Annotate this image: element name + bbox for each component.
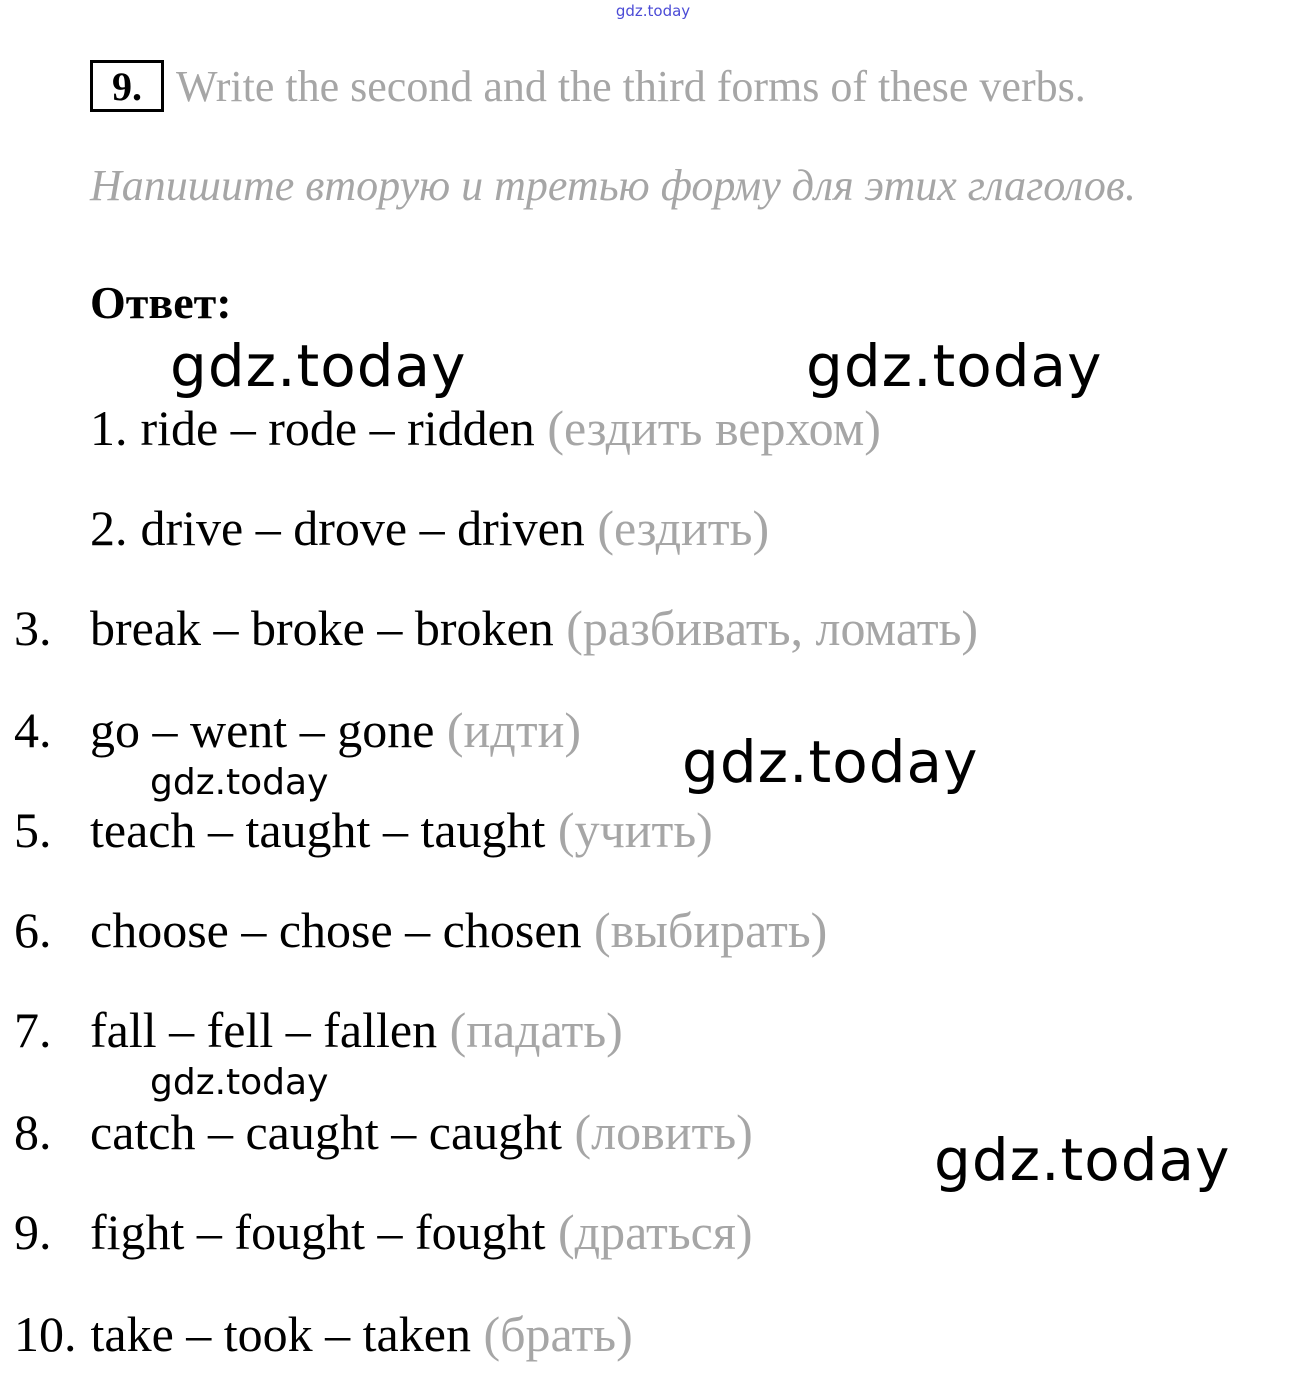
verb-translation: (разбивать, ломать) bbox=[566, 600, 979, 656]
item-number: 10. bbox=[14, 1306, 77, 1362]
verb-translation: (идти) bbox=[446, 702, 581, 758]
task-instruction: Write the second and the third forms of these verbs. bbox=[176, 61, 1086, 111]
top-watermark: gdz.today bbox=[615, 2, 691, 20]
verb-forms: drive – drove – driven bbox=[140, 500, 585, 556]
answer-label: Ответ: bbox=[90, 277, 232, 328]
item-number: 2. bbox=[90, 500, 128, 556]
verb-item-2 bbox=[14, 498, 769, 558]
verb-forms: catch – caught – caught bbox=[90, 1104, 563, 1160]
watermark: gdz.today bbox=[934, 1126, 1231, 1194]
verb-translation: (учить) bbox=[557, 802, 713, 858]
watermark: gdz.today bbox=[806, 332, 1103, 400]
verb-item-3 bbox=[14, 598, 978, 658]
verb-forms: fall – fell – fallen bbox=[90, 1002, 438, 1058]
verb-forms: go – went – gone bbox=[90, 702, 435, 758]
verb-forms: break – broke – broken bbox=[90, 600, 554, 656]
item-number: 5. bbox=[14, 802, 52, 858]
verb-translation: (падать) bbox=[449, 1002, 623, 1058]
watermark: gdz.today bbox=[170, 332, 467, 400]
item-number: 7. bbox=[14, 1002, 52, 1058]
verb-translation: (ездить верхом) bbox=[547, 400, 881, 456]
verb-forms: ride – rode – ridden bbox=[140, 400, 535, 456]
watermark: gdz.today bbox=[150, 1062, 329, 1103]
watermark: gdz.today bbox=[682, 728, 979, 796]
verb-forms: take – took – taken bbox=[90, 1306, 471, 1362]
verb-item-7 bbox=[14, 1000, 623, 1060]
watermark: gdz.today bbox=[150, 762, 329, 803]
task-translation: Напишите вторую и третью форму для этих глаголов. bbox=[90, 161, 1136, 210]
verb-item-4 bbox=[14, 700, 581, 760]
verb-translation: (драться) bbox=[558, 1204, 753, 1260]
item-number: 4. bbox=[14, 702, 52, 758]
verb-item-10 bbox=[14, 1304, 633, 1364]
item-number: 3. bbox=[14, 600, 52, 656]
task-number: 9. bbox=[90, 60, 164, 112]
verb-translation: (выбирать) bbox=[594, 902, 828, 958]
task-header bbox=[90, 60, 1086, 112]
verb-item-9 bbox=[14, 1202, 753, 1262]
item-number: 8. bbox=[14, 1104, 52, 1160]
verb-translation: (ловить) bbox=[574, 1104, 753, 1160]
verb-forms: teach – taught – taught bbox=[90, 802, 546, 858]
item-number: 9. bbox=[14, 1204, 52, 1260]
verb-item-5 bbox=[14, 800, 713, 860]
item-number: 1. bbox=[90, 400, 128, 456]
verb-translation: (брать) bbox=[483, 1306, 633, 1362]
verb-forms: choose – chose – chosen bbox=[90, 902, 582, 958]
verb-item-1 bbox=[14, 398, 881, 458]
verb-translation: (ездить) bbox=[597, 500, 770, 556]
verb-forms: fight – fought – fought bbox=[90, 1204, 546, 1260]
verb-item-6 bbox=[14, 900, 827, 960]
item-number: 6. bbox=[14, 902, 52, 958]
verb-item-8 bbox=[14, 1102, 753, 1162]
